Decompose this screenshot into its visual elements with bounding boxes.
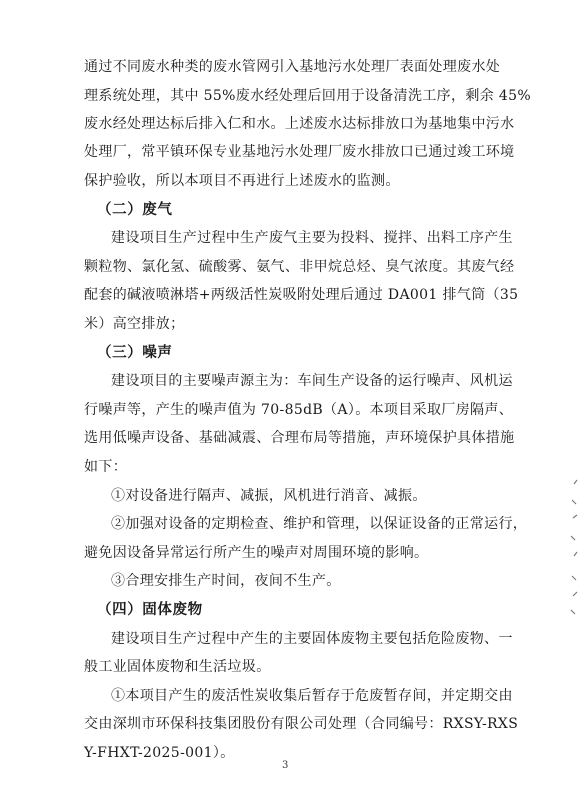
seal-edge-marks bbox=[568, 478, 578, 618]
page-number: 3 bbox=[282, 760, 289, 771]
solid-line-2: 般工业固体废物和生活垃圾。 bbox=[84, 659, 271, 675]
noise-measure-3: ③合理安排生产时间，夜间不生产。 bbox=[111, 573, 341, 589]
solid-measure-1: ①本项目产生的废活性炭收集后暂存于危废暂存间，并定期交由 bbox=[111, 688, 513, 704]
section-heading-waste-gas: （二）废气 bbox=[97, 201, 173, 218]
section-heading-noise: （三）噪声 bbox=[97, 344, 173, 361]
gas-line-3: 配套的碱液喷淋塔+两级活性炭吸附处理后通过 DA001 排气筒（35 bbox=[84, 287, 519, 303]
wastewater-line-1: 通过不同废水种类的废水管网引入基地污水处理厂表面处理废水处 bbox=[84, 59, 501, 75]
solid-line-1: 建设项目生产过程中产生的主要固体废物主要包括危险废物、一 bbox=[111, 631, 513, 647]
wastewater-line-3: 废水经处理达标后排入仁和水。上述废水达标排放口为基地集中污水 bbox=[84, 116, 515, 132]
noise-measure-2-cont: 避免因设备异常运行所产生的噪声对周围环境的影响。 bbox=[84, 545, 429, 561]
solid-measure-1-cont: 交由深圳市环保科技集团股份有限公司处理（合同编号：RXSY-RXS bbox=[84, 716, 519, 732]
gas-line-2: 颗粒物、氯化氢、硫酸雾、氨气、非甲烷总烃、臭气浓度。其废气经 bbox=[84, 259, 515, 275]
noise-line-4: 如下： bbox=[84, 459, 128, 475]
gas-line-1: 建设项目生产过程中生产废气主要为投料、搅拌、出料工序产生 bbox=[111, 230, 513, 246]
wastewater-line-2: 理系统处理，其中 55%废水经处理后回用于设备清洗工序，剩余 45% bbox=[84, 88, 532, 104]
solid-measure-1-end: Y-FHXT-2025-001）。 bbox=[84, 745, 235, 761]
noise-measure-1: ①对设备进行隔声、减振，风机进行消音、减振。 bbox=[111, 488, 427, 504]
wastewater-line-5: 保护验收，所以本项目不再进行上述废水的监测。 bbox=[84, 173, 400, 189]
noise-line-3: 选用低噪声设备、基础减震、合理布局等措施，声环境保护具体措施 bbox=[84, 430, 515, 446]
wastewater-line-4: 处理厂，常平镇环保专业基地污水处理厂废水排放口已通过竣工环境 bbox=[84, 144, 515, 160]
noise-line-1: 建设项目的主要噪声源主为：车间生产设备的运行噪声、风机运 bbox=[111, 373, 513, 389]
noise-line-2: 行噪声等，产生的噪声值为 70-85dB（A）。本项目采取厂房隔声、 bbox=[84, 402, 514, 418]
section-heading-solid-waste: （四）固体废物 bbox=[97, 601, 203, 618]
noise-measure-2: ②加强对设备的定期检查、维护和管理，以保证设备的正常运行， bbox=[111, 516, 528, 532]
gas-line-4: 米）高空排放； bbox=[84, 316, 185, 332]
